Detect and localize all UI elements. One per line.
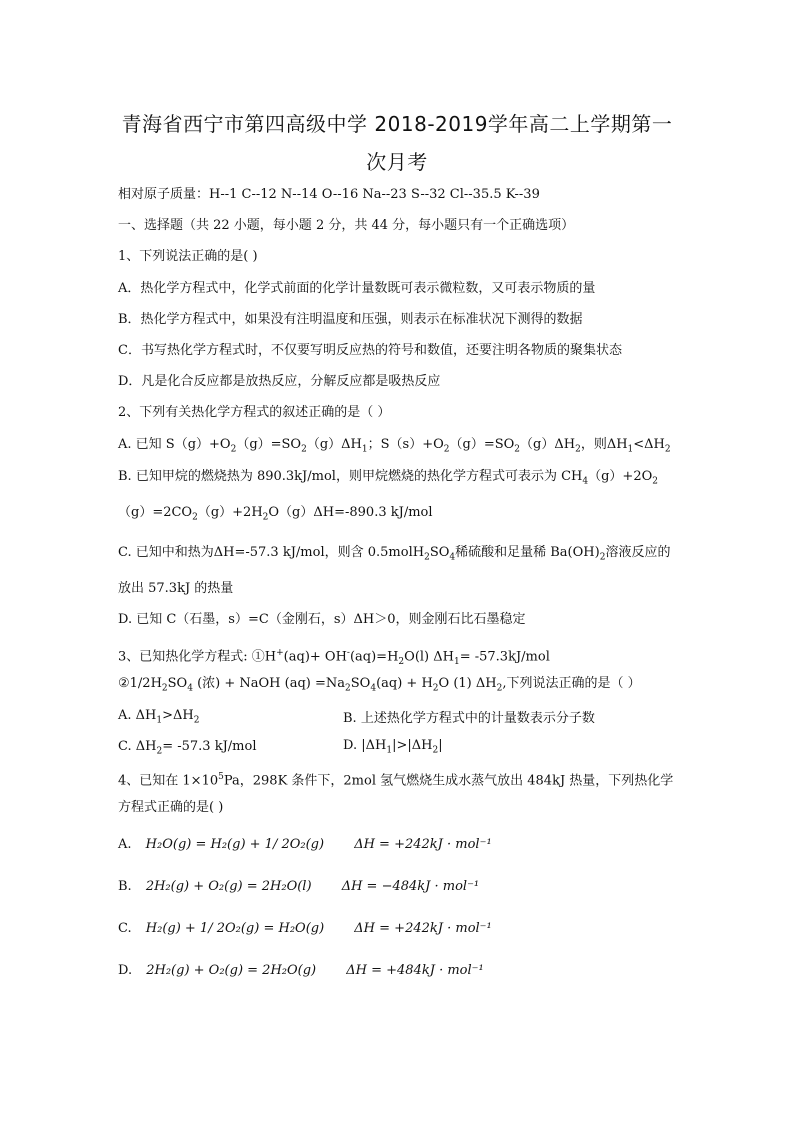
q2-option-b-line2: $(g)=2CO_2(g)+2H_2O(g)\Delta H=-890.3$ kJ/mol: [118, 505, 433, 523]
atomic-masses: 相对原子质量：H--1 C--12 N--14 O--16 Na--23 S--32 Cl--35.5 K--39: [118, 187, 540, 202]
q4-option-b: B. 2H₂(g) + O₂(g) = 2H₂O(l) ΔH = −484kJ · mol⁻¹: [118, 879, 480, 894]
q4-stem-line1: 4、已知在 $1\times 10^5Pa$，298K 条件下，2mol 氢气燃烧生成水蒸气放出 484kJ 热量，下列热化学: [118, 772, 674, 789]
q2-option-c-line2: 放出 57.3kJ 的热量: [118, 581, 234, 596]
q1-option-b: B．热化学方程式中，如果没有注明温度和压强，则表示在标准状况下测得的数据: [118, 312, 583, 327]
q2-option-b-line1: B. 已知甲烷的燃烧热为 890.3kJ/mol，则甲烷燃烧的热化学方程式可表示为 $CH_4(g)+2O_2$: [118, 469, 658, 487]
q1-option-a: A．热化学方程式中，化学式前面的化学计量数既可表示微粒数，又可表示物质的量: [118, 281, 596, 296]
q3-option-a: A. $\Delta H_1>\Delta H_2$: [118, 708, 200, 726]
section-heading: 一、选择题（共 22 小题，每小题 2 分，共 44 分，每小题只有一个正确选项）: [118, 218, 575, 233]
q3-option-b: B. 上述热化学方程式中的计量数表示分子数: [343, 711, 595, 726]
q2-option-d: D. 已知 C（石墨，s）=C（金刚石，s）ΔH＞0，则金刚石比石墨稳定: [118, 612, 526, 627]
q1-option-d: D．凡是化合反应都是放热反应，分解反应都是吸热反应: [118, 374, 441, 389]
q4-option-a: A. H₂O(g) = H₂(g) + 1/ 2O₂(g) ΔH = +242kJ · mol⁻¹: [118, 837, 492, 852]
q3-option-c: C. $\Delta H_2= -57.3$ kJ/mol: [118, 739, 257, 757]
q1-option-c: C．书写热化学方程式时，不仅要写明反应热的符号和数值，还要注明各物质的聚集状态: [118, 343, 622, 358]
q3-stem-line2: $②1/2H_2SO_4$ (浓) + NaOH $(aq) =Na_2SO_4(aq) + H_2O$ (1) $\Delta H_2$,下列说法正确的是（ ）: [118, 676, 641, 694]
q3-option-d: D. $|\Delta H_1|>|\Delta H_2|$: [343, 738, 443, 756]
q4-stem-line2: 方程式正确的是( ): [118, 800, 224, 815]
q2-stem: 2、下列有关热化学方程式的叙述正确的是（ ）: [118, 405, 391, 420]
q1-stem: 1、下列说法正确的是( ): [118, 249, 258, 264]
q2-option-a: A. 已知 $S(g)+O_2(g)=SO_2(g)\Delta H_1$；$S(s)+O_2(g)=SO_2(g)\Delta H_2$，则$\Delta H_1<\Delta H_2$: [118, 437, 671, 455]
q3-stem-line1: 3、已知热化学方程式: ①H+(aq)+ $OH^-(aq)=H_2O(l)$ $\Delta H_1= -57.3kJ/mol$: [118, 648, 550, 667]
q2-option-c-line1: C. 已知中和热为ΔH=-57.3 kJ/mol，则含 $0.5molH_2SO_4$稀硫酸和足量稀 $Ba(OH)_2$溶液反应的: [118, 545, 671, 563]
q4-option-d: D. 2H₂(g) + O₂(g) = 2H₂O(g) ΔH = +484kJ · mol⁻¹: [118, 963, 484, 978]
page-title-line1: 青海省西宁市第四高级中学 2018-2019学年高二上学期第一: [121, 112, 673, 136]
page-title-line2: 次月考: [366, 150, 428, 174]
q4-option-c: C. H₂(g) + 1/ 2O₂(g) = H₂O(g) ΔH = +242kJ · mol⁻¹: [118, 921, 492, 936]
